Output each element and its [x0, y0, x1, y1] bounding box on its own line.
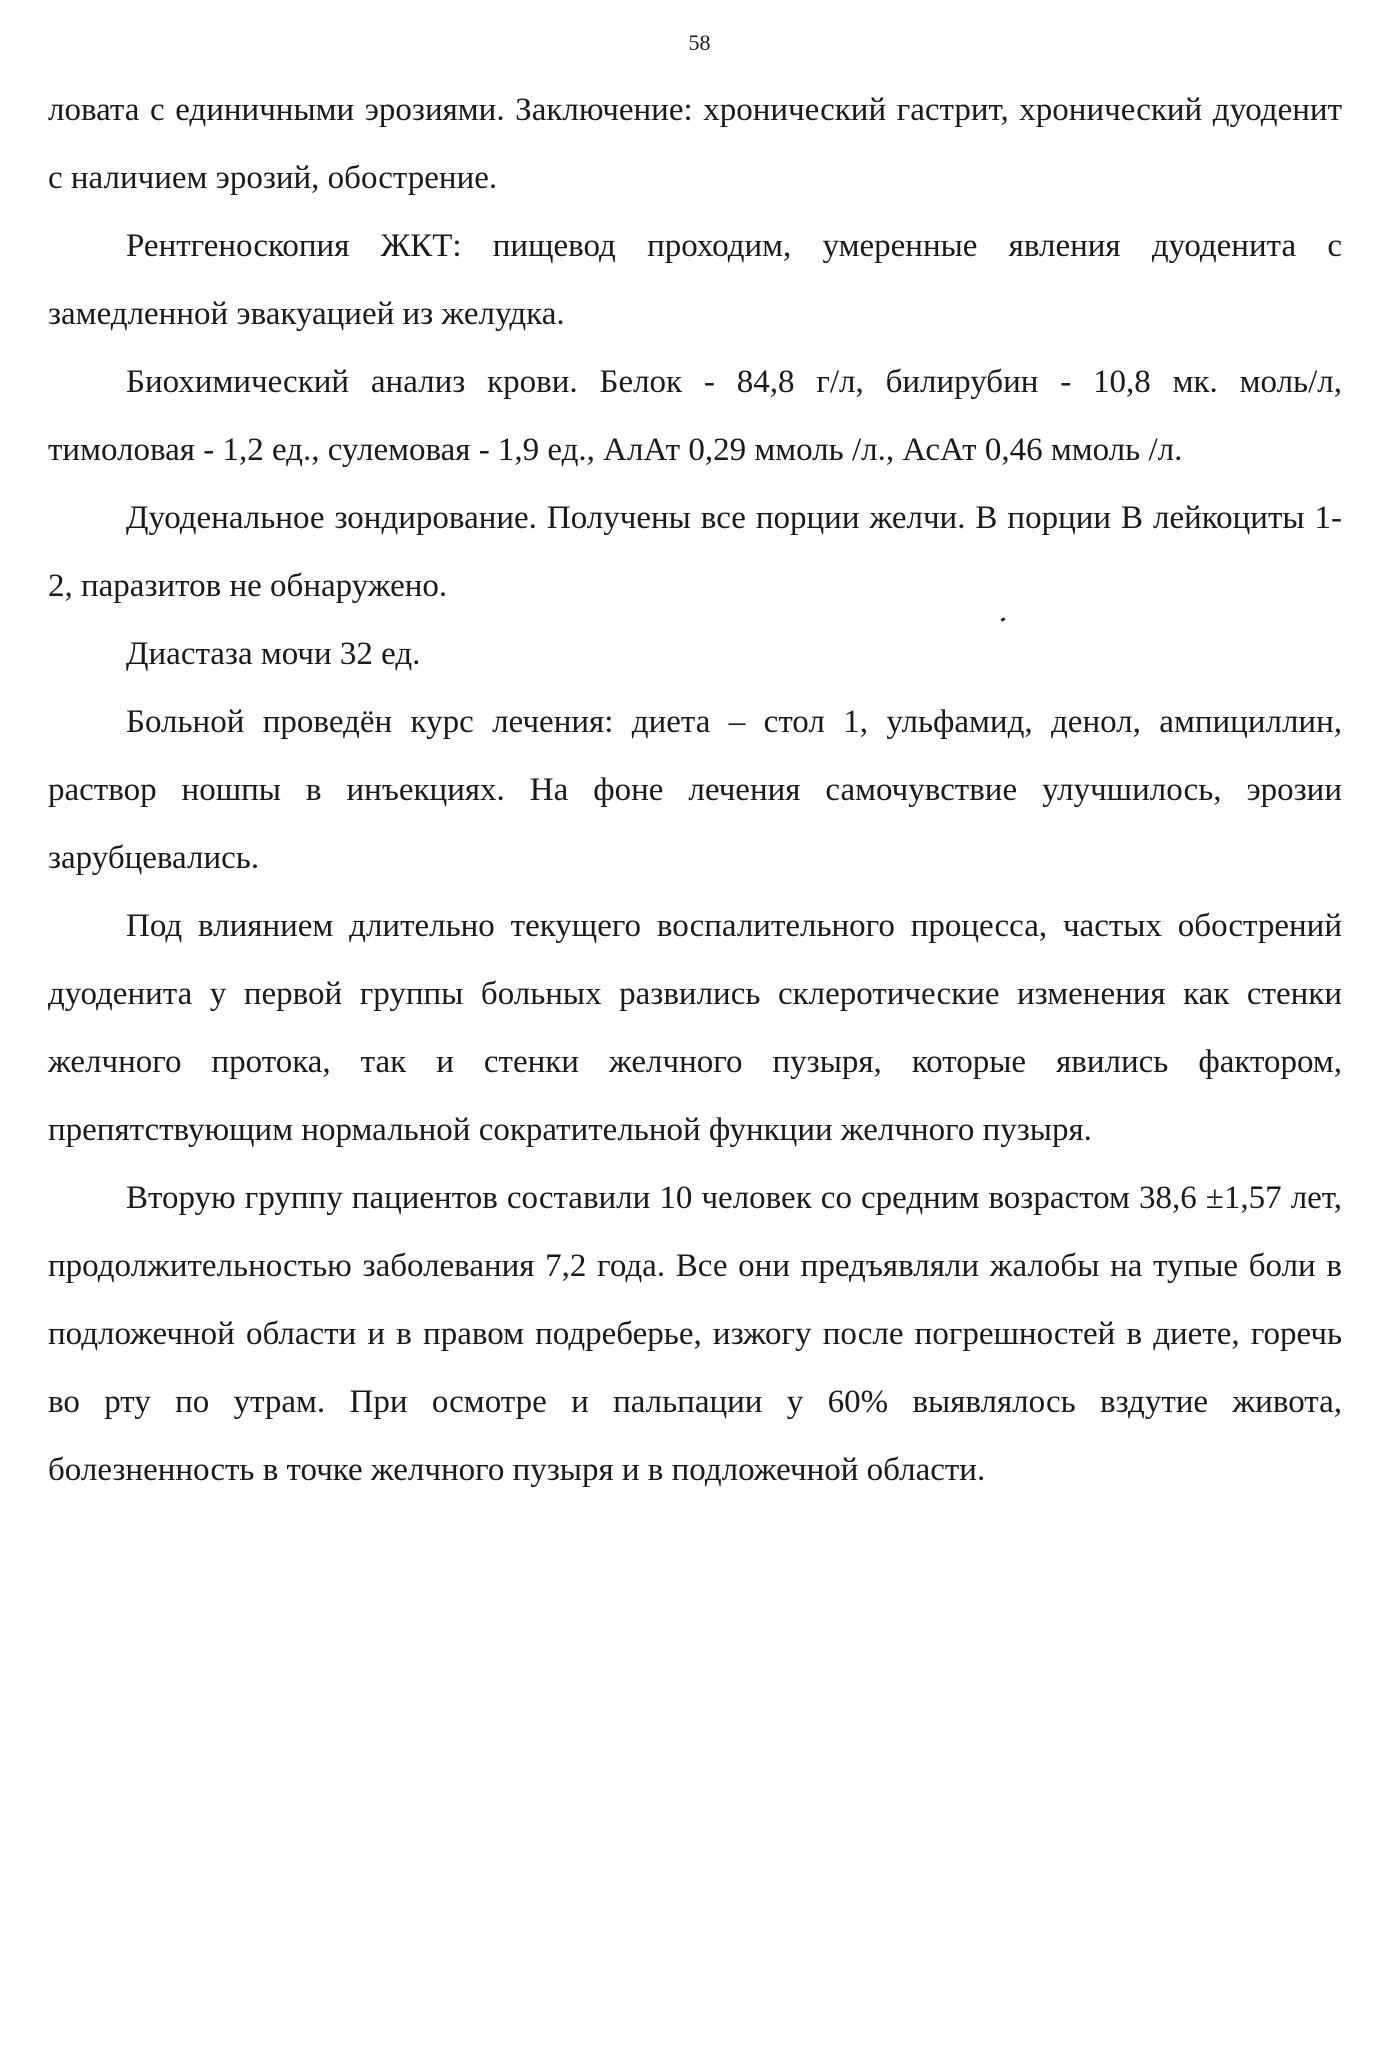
- paragraph-second-group: Вторую группу пациентов составили 10 человек со средним возрастом 38,6 ±1,57 лет, продолжительностью заболевания 7,2 года. Все они предъявляли жалобы на тупые боли в подложечной области и в правом подреберье, изжогу после погрешностей в диете, горечь во рту по утрам. При осмотре и пальпации у 60% выявлялось вздутие живота, болезненность в точке желчного пузыря и в подложечной области.: [48, 1180, 1342, 1488]
- paragraph-first-group-changes: Под влиянием длительно текущего воспалительного процесса, частых обострений дуоденита у первой группы больных развились склеротические изменения как стенки желчного протока, так и стенки желчного пузыря, которые явились фактором, препятствующим нормальной сократительной функции желчного пузыря.: [48, 908, 1342, 1148]
- body-text: [48, 76, 1342, 1504]
- paragraph-treatment: Больной проведён курс лечения: диета – стол 1, ульфамид, денол, ампициллин, раствор ношпы в инъекциях. На фоне лечения самочувствие улучшилось, эрозии зарубцевались.: [48, 704, 1342, 876]
- page-number: 58: [688, 30, 711, 55]
- paragraph-blood-biochemistry: Биохимический анализ крови. Белок - 84,8 г/л, билирубин - 10,8 мк. моль/л, тимоловая - 1,2 ед., сулемовая - 1,9 ед., АлАт 0,29 ммоль /л., АсАт 0,46 ммоль /л.: [48, 364, 1342, 468]
- paragraph-xray: Рентгеноскопия ЖКТ: пищевод проходим, умеренные явления дуоденита с замедленной эвакуацией из желудка.: [48, 228, 1342, 332]
- paragraph-urine-diastase: Диастаза мочи 32 ед.: [126, 636, 421, 672]
- paragraph-endoscopy-conclusion: ловата с единичными эрозиями. Заключение: хронический гастрит, хронический дуоденит с наличием эрозий, обострение.: [48, 92, 1342, 196]
- paragraph-duodenal-probing: Дуоденальное зондирование. Получены все порции желчи. В порции В лейкоциты 1-2, паразитов не обнаружено.: [48, 500, 1342, 604]
